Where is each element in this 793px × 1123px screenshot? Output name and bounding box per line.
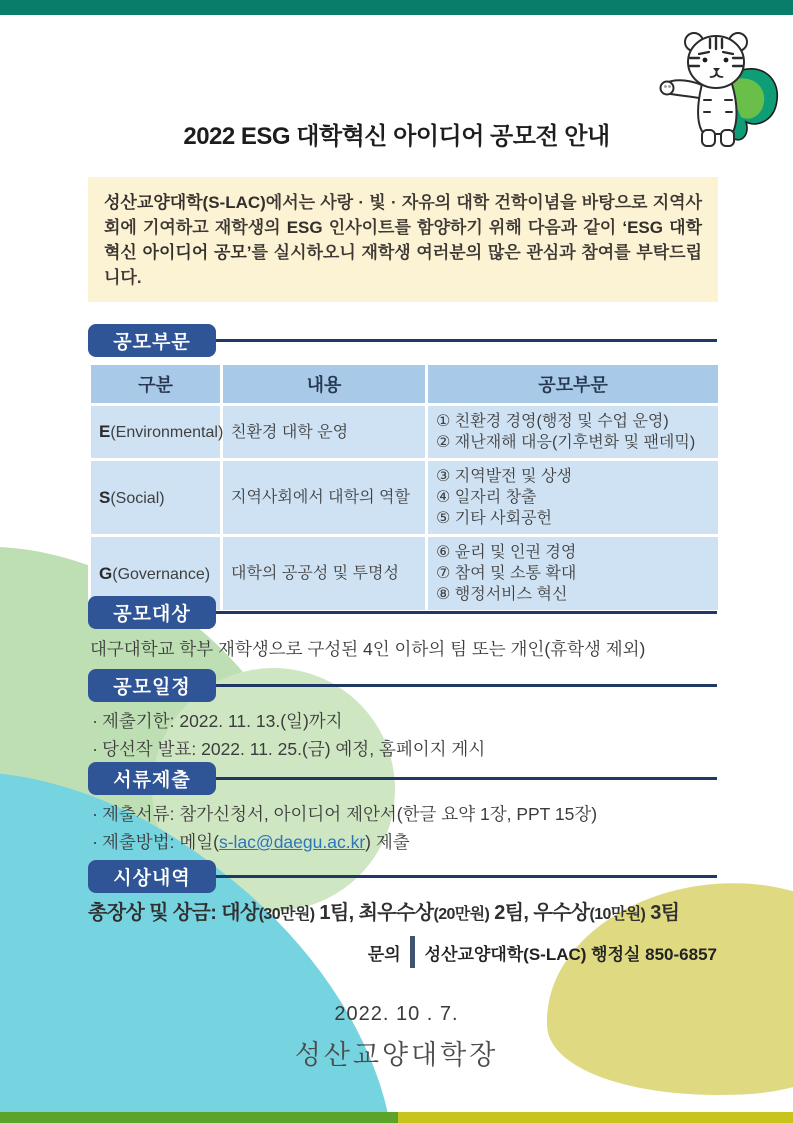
signature-text: 성산교양대학장 [294,1040,499,1070]
page-title: 2022 ESG 대학혁신 아이디어 공모전 안내 [183,123,610,150]
bullet-dot: · [92,711,98,731]
row-key-cell [90,405,222,460]
row-content-cell: 대학의 공공성 및 투명성 [222,536,427,612]
bullet-dot: · [92,739,98,759]
contact-label: 문의 [367,944,401,964]
row-item: ② 재난재해 대응(기후변화 및 팬데믹) [436,434,696,451]
table-header-row [90,364,720,405]
contact-divider [410,936,415,968]
top-accent-bar [0,0,793,15]
table-header-division: 구분 [90,364,222,405]
row-key: G [99,563,113,583]
row-key: S [99,487,111,507]
row-item: ④ 일자리 창출 [436,489,537,506]
submission-list [88,800,597,856]
intro-text-3: 를 실시하오니 재학생 여러분의 많은 관심과 참여를 부탁드립니다. [104,243,702,287]
section-header-awards [88,860,717,893]
section-header-eligibility [88,596,717,629]
row-items-cell [427,460,720,536]
row-items-cell [427,405,720,460]
row-item: ⑧ 행정서비스 혁신 [436,586,568,603]
submission-documents: · 제출서류: 참가신청서, 아이디어 제안서(한글 요약 1장, PPT 15장) [88,800,597,828]
section-badge-awards: 시상내역 [88,860,216,893]
intro-box [88,177,718,302]
bottom-accent-bar-yellow [398,1112,793,1123]
row-key: E [99,422,111,441]
section-header-submission [88,762,717,795]
contact-line [368,936,717,968]
section-rule [216,875,717,878]
intro-text-1: 에서는 사랑 · 빛 · 자유의 대학 건학이념을 바탕으로 지역사회에 기여하고 재학생의 [104,193,702,237]
section-header-schedule [88,669,717,702]
bullet-dot: · [92,804,98,824]
section-rule [216,684,717,687]
row-item: ⑦ 참여 및 소통 확대 [436,565,577,582]
submission-email-link[interactable]: s-lac@daegu.ac.kr [218,832,366,852]
section-badge-category: 공모부문 [88,324,216,357]
row-key-cell [90,460,222,536]
submission-method: · 제출방법: 메일(s-lac@daegu.ac.kr) 제출 [88,828,597,856]
intro-university-name: 성산교양대학(S-LAC) [104,193,266,212]
bullet-dot: · [92,832,98,852]
schedule-list [88,707,485,763]
row-key-sub: (Environmental) [110,424,224,441]
schedule-announcement: · 당선작 발표: 2022. 11. 25.(금) 예정, 홈페이지 게시 [88,735,485,763]
awards-text: 총장상 및 상금: 대상(30만원) 1팀, 최우수상(20만원) 2팀, 우수상(10만원) 3팀 [88,902,680,924]
section-header-category [88,324,717,357]
row-item: ⑥ 윤리 및 인권 경영 [436,544,577,561]
section-rule [216,611,717,614]
row-item: ⑤ 기타 사회공헌 [436,510,552,527]
row-key-sub: (Governance) [112,565,211,583]
intro-text-2: 인사이트를 함양하기 위해 다음과 같이 [322,218,623,237]
table-header-content: 내용 [222,364,427,405]
bottom-accent-bar-green [0,1112,398,1123]
row-item: ① 친환경 경영(행정 및 수업 운영) [436,413,669,430]
contact-text: 성산교양대학(S-LAC) 행정실 850-6857 [424,944,717,964]
intro-campaign-name: ‘ESG 대학혁신 아이디어 공모’ [104,218,702,262]
section-badge-schedule: 공모일정 [88,669,216,702]
schedule-deadline: · 제출기한: 2022. 11. 13.(일)까지 [88,707,485,735]
section-rule [216,777,717,780]
row-content-cell: 친환경 대학 운영 [222,405,427,460]
table-header-category: 공모부문 [427,364,720,405]
section-badge-eligibility: 공모대상 [88,596,216,629]
eligibility-text: 대구대학교 학부 재학생으로 구성된 4인 이하의 팀 또는 개인(휴학생 제외) [90,639,646,659]
row-key-sub: (Social) [110,489,165,507]
row-content-cell: 지역사회에서 대학의 역할 [222,460,427,536]
intro-esg-keyword: ESG [286,218,323,237]
section-badge-submission: 서류제출 [88,762,216,795]
section-rule [216,339,717,342]
table-row-social [90,460,720,536]
row-item: ③ 지역발전 및 상생 [436,468,572,485]
table-row-environmental [90,405,720,460]
contest-category-table [88,362,721,613]
date-text: 2022. 10 . 7. [334,1003,459,1025]
